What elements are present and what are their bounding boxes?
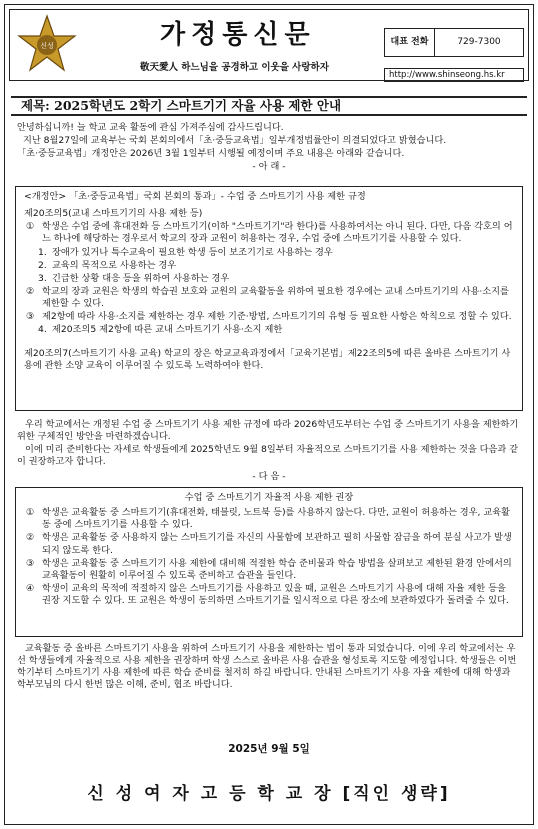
subject-line: 제목: 2025학년도 2학기 스마트기기 자율 사용 제한 안내	[11, 96, 527, 116]
phone-table	[384, 28, 524, 57]
article-title: 제20조의5(교내 스마트기기의 사용 제한 등)	[24, 208, 203, 220]
issue-date: 2025년 9월 5일	[228, 743, 310, 755]
phone-number: 729-7300	[435, 29, 524, 57]
rec-heading: 수업 중 스마트기기 자율적 사용 제한 권장	[184, 492, 354, 503]
closing-paragraph: 교육활동 중 올바른 스마트기기 사용을 위하여 스마트기기 사용을 제한하는 법이 통과 되었습니다. 이에 우리 학교에서는 우선 학생들에게 자율적으로 사용 제한을 권장하며 학생 스스로 올바른 사용 습관을 형성토록 지도할 예정입니다. 학생들은 이번 학기부터 스마트기기 사용 제한에 따른 학습 준비를 철저히 하길 바랍니다. 안내된 스마트기기 사용 자율 제한에 대해 학생과 학부모님의 다시 한번 많은 이해, 준비, 협조 바랍니다.	[17, 643, 517, 691]
intro-section	[17, 122, 521, 174]
law-item: 3. 긴급한 상황 대응 등을 위하여 사용하는 경우	[38, 272, 230, 284]
intro-line-2: 「초·중등교육법」개정안은 2026년 3월 1일부터 시행될 예정이며 주요 내용은 아래와 같습니다.	[17, 148, 405, 160]
law-item: 4. 제20조의5 제2항에 따른 교내 스마트기기 사용·소지 제한	[38, 324, 283, 336]
below-marker-2: - 다 음 -	[252, 470, 286, 482]
rec-item: ③ 학생은 교육활동 중 스마트기기 사용 제한에 대비해 적절한 학습 준비물과 학습 방법을 살펴보고 제한된 환경 안에서의 교육활동이 원활히 이루어질 수 있도록 준비하고 습관을 들인다.	[26, 557, 512, 581]
law-item: ③ 제2항에 따라 사용·소지를 제한하는 경우 제한 기준·방법, 스마트기기의 유형 등 필요한 사항은 학칙으로 정할 수 있다.	[26, 311, 512, 323]
law-item: 1. 장애가 있거나 특수교육이 필요한 학생 등이 보조기기로 사용하는 경우	[38, 246, 333, 258]
school-motto: 敬天愛人 하느님을 공경하고 이웃을 사랑하자	[140, 62, 329, 73]
seal-text: 신성	[40, 42, 54, 50]
law-amendment-box	[15, 186, 523, 411]
law-footer: 제20조의7(스마트기기 사용 교육) 학교의 장은 학교교육과정에서「교육기본법」제22조의5에 따른 올바른 스마트기기 사용에 관한 소양 교육이 이루어질 수 있도록 노력하여야 한다.	[24, 347, 511, 371]
school-url[interactable]: http://www.shinseong.hs.kr	[384, 68, 524, 82]
law-item: 2. 교육의 목적으로 사용하는 경우	[38, 259, 177, 271]
phone-label: 대표 전화	[385, 29, 435, 57]
law-item: ① 학생은 수업 중에 휴대전화 등 스마트기기(이하 "스마트기기"라 한다)를 사용하여서는 아니 된다. 다만, 다음 각호의 어느 하나에 해당하는 경우로서 학교의 장과 교원이 허용하는 경우, 수업 중에 스마트기기를 사용할 수 있다.	[26, 221, 513, 245]
intro-line-1: 지난 8월27일에 교육부는 국회 본회의에서「초·중등교육법」일부개정법률안이 의결되었다고 밝혔습니다.	[23, 135, 447, 147]
law-item: ② 학교의 장과 교원은 학생의 학습권 보호와 교원의 교육활동을 위하여 필요한 경우에는 교내 스마트기기의 사용·소지를 제한할 수 있다.	[26, 285, 509, 310]
middle-para-1: 우리 학교에서는 개정된 수업 중 스마트기기 사용 제한 규정에 따라 2026학년도부터는 수업 중 스마트기기 사용을 제한하기 위한 구체적인 방안을 마련하겠습니다.	[17, 419, 519, 443]
rec-item: ② 학생은 교육활동 중 사용하지 않는 스마트기기를 자신의 사물함에 보관하고 필히 사물함 잠금을 하여 분실 사고가 발생 되지 않도록 한다.	[26, 532, 512, 556]
notice-page	[4, 4, 534, 825]
below-marker-1: - 아 래 -	[252, 161, 286, 173]
school-seal-logo	[16, 14, 78, 76]
middle-para-2: 이에 미리 준비한다는 자세로 학생들에게 2025학년도 9월 8일부터 자율적으로 스마트기기를 사용 제한하는 것을 다음과 같이 권장하고자 합니다.	[17, 444, 519, 468]
middle-section	[17, 419, 521, 483]
greeting: 안녕하십니까! 늘 학교 교육 활동에 관심 가져주심에 감사드립니다.	[17, 122, 284, 133]
recommendation-box	[15, 487, 523, 637]
rec-item: ① 학생은 교육활동 중 스마트기기(휴대전화, 태블릿, 노트북 등)를 사용하지 않는다. 다만, 교원이 허용하는 경우, 교육활동 중에 스마트기기를 사용할 수 있다.	[26, 507, 510, 531]
principal-signature: 신 성 여 자 고 등 학 교 장 [직인 생략]	[87, 784, 451, 804]
letterhead	[9, 9, 529, 81]
rec-item: ④ 학생이 교육의 목적에 적절하지 않은 스마트기기를 사용하고 있을 때, 교원은 스마트기기 사용에 대해 자율 제한 등을 권장 지도할 수 있다. 또 교원은 학생이 동의하면 스마트기기를 일시적으로 다른 장소에 보관하였다가 돌려줄 수 있다.	[26, 582, 509, 607]
law-heading: <개정안> 「초·중등교육법」국회 본회의 통과」- 수업 중 스마트기기 사용 제한 규정	[24, 191, 366, 202]
page-title: 가정통신문	[160, 20, 316, 50]
